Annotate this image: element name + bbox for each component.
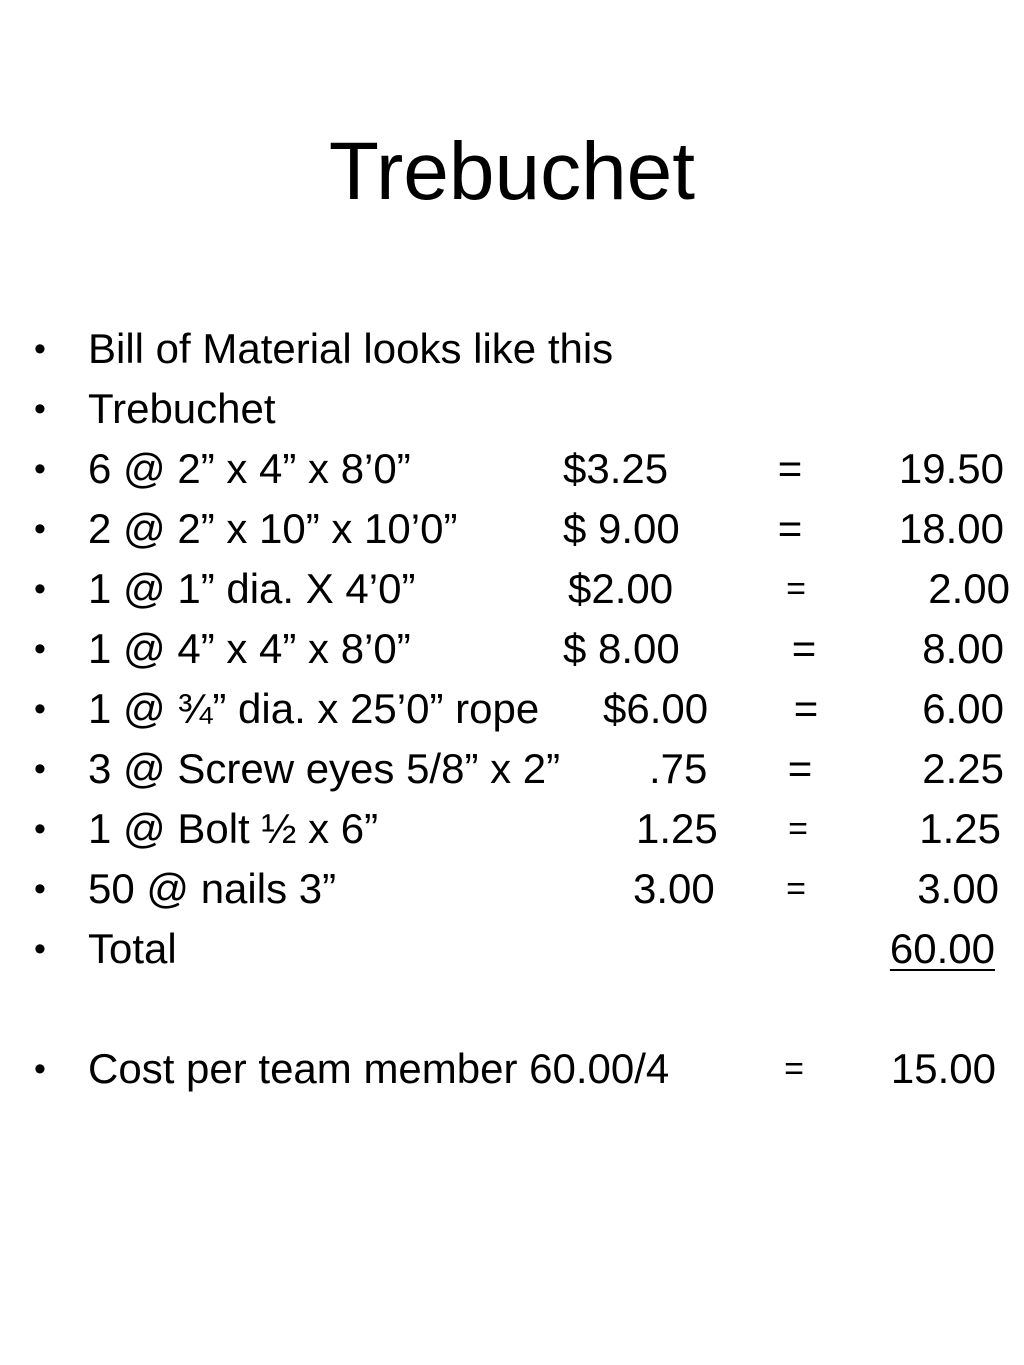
item-description: 1 @ 1” dia. X 4’0”	[88, 565, 416, 612]
list-item	[0, 1039, 1024, 1099]
item-unit-price: $2.00	[568, 565, 674, 612]
list-item	[0, 379, 1024, 439]
list-item	[0, 799, 1024, 859]
item-amount: 6.00	[922, 685, 1004, 732]
equals-sign: =	[777, 505, 803, 552]
list-item	[0, 859, 1024, 919]
equals-sign: =	[784, 1050, 804, 1088]
equals-sign: =	[787, 745, 813, 792]
list-item	[0, 619, 1024, 679]
item-unit-price: 1.25	[636, 805, 718, 852]
bullet-icon: •	[34, 750, 46, 788]
item-unit-price: $ 9.00	[563, 505, 680, 552]
equals-sign: =	[786, 870, 806, 908]
item-unit-price: $6.00	[603, 685, 709, 732]
bullet-icon: •	[34, 330, 46, 368]
cost-per-member-amount: 15.00	[890, 1045, 996, 1092]
item-amount: 18.00	[898, 505, 1004, 552]
item-description: Trebuchet	[88, 385, 276, 432]
list-item	[0, 439, 1024, 499]
item-description: 1 @ Bolt ½ x 6”	[88, 805, 379, 852]
item-amount: 19.50	[898, 445, 1004, 492]
list-item	[0, 919, 1024, 979]
equals-sign: =	[793, 685, 819, 732]
slide-title: Trebuchet	[328, 126, 696, 217]
item-description: Total	[88, 925, 177, 972]
list-item	[0, 319, 1024, 379]
list-item	[0, 499, 1024, 559]
list-item	[0, 739, 1024, 799]
item-amount: 2.00	[928, 565, 1010, 612]
equals-sign: =	[791, 625, 817, 672]
item-description: Cost per team member 60.00/4	[88, 1045, 670, 1092]
bullet-icon: •	[34, 690, 46, 728]
bullet-icon: •	[34, 570, 46, 608]
equals-sign: =	[788, 810, 808, 848]
bullet-icon: •	[34, 510, 46, 548]
equals-sign: =	[786, 570, 806, 608]
bullet-icon: •	[34, 870, 46, 908]
equals-sign: =	[777, 445, 803, 492]
bullet-icon: •	[34, 1050, 46, 1088]
item-description: 6 @ 2” x 4” x 8’0”	[88, 445, 411, 492]
item-description: 2 @ 2” x 10” x 10’0”	[88, 505, 458, 552]
item-amount: 2.25	[922, 745, 1004, 792]
item-amount: 3.00	[917, 865, 999, 912]
item-description: 1 @ 4” x 4” x 8’0”	[88, 625, 411, 672]
item-unit-price: $ 8.00	[563, 625, 680, 672]
total-amount: 60.00	[889, 925, 995, 972]
item-unit-price: $3.25	[563, 445, 669, 492]
bullet-icon: •	[34, 930, 46, 968]
item-amount: 1.25	[919, 805, 1001, 852]
item-description: 3 @ Screw eyes 5/8” x 2”	[88, 745, 561, 792]
list-item	[0, 559, 1024, 619]
bullet-icon: •	[34, 450, 46, 488]
item-description: 50 @ nails 3”	[88, 865, 337, 912]
item-description: 1 @ ¾” dia. x 25’0” rope	[88, 685, 540, 732]
bullet-icon: •	[34, 390, 46, 428]
item-description: Bill of Material looks like this	[88, 325, 614, 372]
item-unit-price: .75	[649, 745, 708, 792]
item-amount: 8.00	[922, 625, 1004, 672]
bullet-icon: •	[34, 810, 46, 848]
bullet-icon: •	[34, 630, 46, 668]
item-unit-price: 3.00	[633, 865, 715, 912]
list-item	[0, 679, 1024, 739]
